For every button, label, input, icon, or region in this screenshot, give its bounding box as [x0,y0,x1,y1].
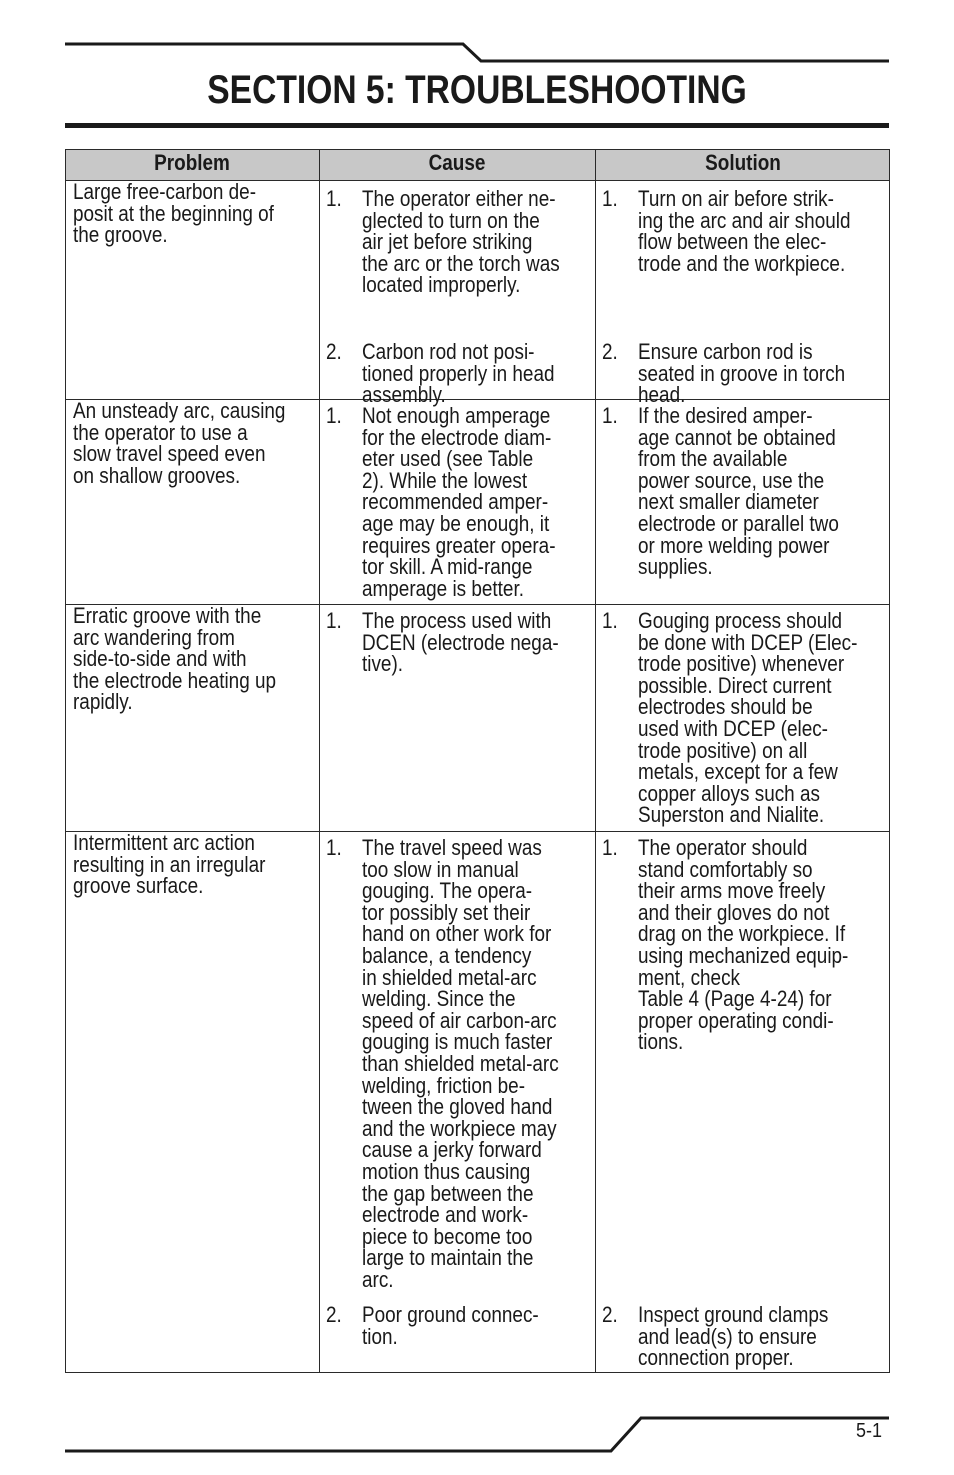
solution-cell: 1. The operator should stand comfortably so their arms move freely and their gloves do not drag on the workpiece. If using mechanized equip- ment, check Table 4 (Page 4-24) for proper operating condi- tions. 2. Inspect ground clamps and lead(s) to ensure connection proper. [596,832,890,1373]
cause-cell: 1. The operator either ne- glected to turn on the air jet before striking the arc or the torch was located improperly. 2. Carbon rod not posi- tioned properly in head assembly. [320,181,596,400]
problem-text: Large free-carbon de- posit at the beginning of the groove. [73,179,274,248]
header-problem: Problem [66,150,320,181]
page-number: 5-1 [856,1420,883,1442]
header-cause: Cause [320,150,596,181]
problem-text: An unsteady arc, causing the operator to use a slow travel speed even on shallow grooves. [73,398,286,488]
cause-cell: 1. Not enough amperage for the electrode diam- eter used (see Table 2). While the lowest recommended amper- age may be enough, it requires greater opera- tor skill. A mid-range amperage is better. [320,400,596,605]
cause-cell: 1. The travel speed was too slow in manual gouging. The opera- tor possibly set their hand on other work for balance, a tendency in shielded metal-arc welding. Since the speed of air carbon-arc gouging is much faster than shielded metal-arc welding, friction be- tween the gloved hand and the workpiece may cause a jerky forward motion thus causing the gap between the electrode and work- piece to become too large to maintain the arc. 2. Poor ground connec- tion. [320,832,596,1373]
solution-cell: 1. Turn on air before strik- ing the arc and air should flow between the elec- trode and the workpiece. 2. Ensure carbon rod is seated in groove in torch head. [596,181,890,400]
solution-cell: 1. If the desired amper- age cannot be obtained from the available power source, use the next smaller diameter electrode or parallel two or more welding power supplies. [596,400,890,605]
solution-cell: 1. Gouging process should be done with DCEP (Elec- trode positive) whenever possible. Direct current electrodes should be used with DCEP (elec- trode positive) on all metals, except for a few copper alloys such as Superston and Nialite. [596,605,890,832]
problem-text: Intermittent arc action resulting in an irregular groove surface. [73,830,266,899]
cause-cell: 1. The process used with DCEN (electrode nega- tive). [320,605,596,832]
page-title: SECTION 5: TROUBLESHOOTING [207,68,747,112]
header-solution: Solution [596,150,890,181]
problem-text: Erratic groove with the arc wandering from side-to-side and with the electrode heating up rapidly. [73,603,277,715]
